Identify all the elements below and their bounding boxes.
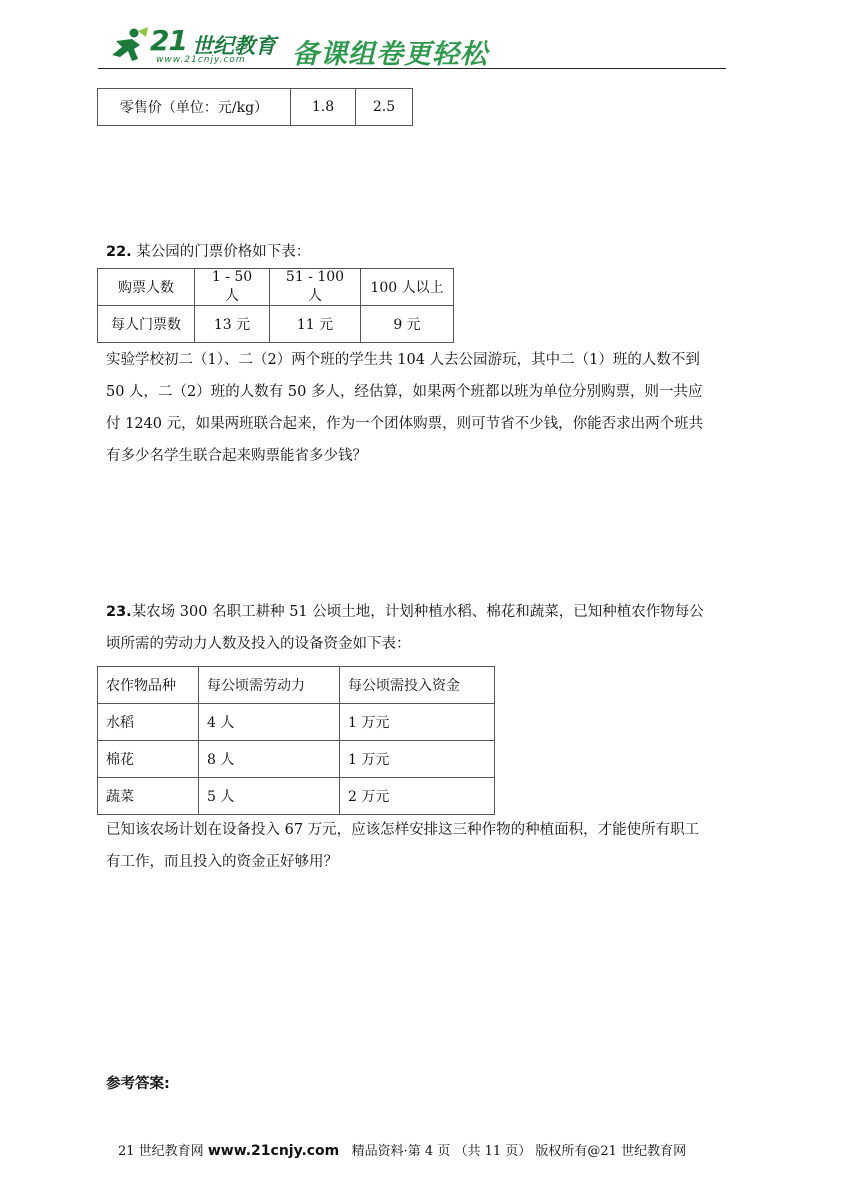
header-slogan: 备课组卷更轻松 xyxy=(292,39,488,70)
table-row xyxy=(98,667,495,704)
paragraph-line: 顷所需的劳动力人数及投入的设备资金如下表： xyxy=(106,636,411,652)
table-cell: 4 人 xyxy=(199,704,340,741)
ticket-price-table xyxy=(97,268,454,343)
table-cell: 购票人数 xyxy=(98,269,195,306)
footer-right: 精品资料·第 4 页 （共 11 页） 版权所有@21 世纪教育网 xyxy=(351,1144,687,1159)
table-row xyxy=(98,704,495,741)
table-cell: 每公顷需投入资金 xyxy=(340,667,495,704)
table-cell: 零售价（单位：元/kg） xyxy=(98,89,291,126)
table-cell: 1 万元 xyxy=(340,741,495,778)
retail-price-table xyxy=(97,88,413,126)
paragraph-line: 实验学校初二（1）、二（2）两个班的学生共 104 人去公园游玩，其中二（1）班的人数不到 xyxy=(106,352,700,368)
table-row xyxy=(98,269,454,306)
table-row xyxy=(98,778,495,815)
footer-left: 21 世纪教育网 xyxy=(118,1144,204,1159)
table-cell: 蔬菜 xyxy=(98,778,199,815)
table-cell: 11 元 xyxy=(270,306,361,343)
table-cell: 棉花 xyxy=(98,741,199,778)
logo-number: 21 xyxy=(150,24,187,57)
table-cell: 100 人以上 xyxy=(361,269,454,306)
runner-logo-icon xyxy=(108,27,150,67)
question-number: 23. xyxy=(106,604,132,620)
paragraph-line: 50 人，二（2）班的人数有 50 多人，经估算，如果两个班都以班为单位分别购票，则一共应 xyxy=(106,384,703,400)
table-row xyxy=(98,89,413,126)
paragraph-line: 已知该农场计划在设备投入 67 万元，应该怎样安排这三种作物的种植面积，才能使所有职工 xyxy=(106,822,700,838)
logo-name: 世纪教育 xyxy=(192,34,276,58)
paragraph-line: 有多少名学生联合起来购票能省多少钱？ xyxy=(106,448,367,464)
paragraph-line: 有工作，而且投入的资金正好够用？ xyxy=(106,854,338,870)
q23-intro xyxy=(106,596,766,660)
table-cell: 1 - 50 人 xyxy=(195,269,270,306)
table-cell: 9 元 xyxy=(361,306,454,343)
table-cell: 农作物品种 xyxy=(98,667,199,704)
question-text: 某公园的门票价格如下表： xyxy=(136,244,311,260)
table-cell: 2.5 xyxy=(356,89,413,126)
table-cell: 13 元 xyxy=(195,306,270,343)
q23-body xyxy=(106,814,766,878)
q22-intro xyxy=(106,240,310,261)
table-cell: 1 万元 xyxy=(340,704,495,741)
table-row xyxy=(98,306,454,343)
table-cell: 1.8 xyxy=(291,89,356,126)
footer-site-link[interactable]: www.21cnjy.com xyxy=(207,1143,340,1159)
table-cell: 水稻 xyxy=(98,704,199,741)
table-cell: 8 人 xyxy=(199,741,340,778)
q22-body xyxy=(106,344,766,472)
table-cell: 每人门票数 xyxy=(98,306,195,343)
table-cell: 51 - 100 人 xyxy=(270,269,361,306)
table-row xyxy=(98,741,495,778)
table-cell: 2 万元 xyxy=(340,778,495,815)
page-footer xyxy=(118,1140,686,1159)
question-number: 22. xyxy=(106,244,132,260)
crop-table xyxy=(97,666,495,815)
question-text: 某农场 300 名职工耕种 51 公顷土地，计划种植水稻、棉花和蔬菜，已知种植农作物每公 xyxy=(131,604,704,620)
answer-heading: 参考答案: xyxy=(106,1076,170,1092)
paragraph-line: 付 1240 元，如果两班联合起来，作为一个团体购票，则可节省不少钱，你能否求出两个班共 xyxy=(106,416,704,432)
table-cell: 每公顷需劳动力 xyxy=(199,667,340,704)
header-divider xyxy=(98,68,726,69)
table-cell: 5 人 xyxy=(199,778,340,815)
logo-url: www.21cnjy.com xyxy=(156,55,246,65)
